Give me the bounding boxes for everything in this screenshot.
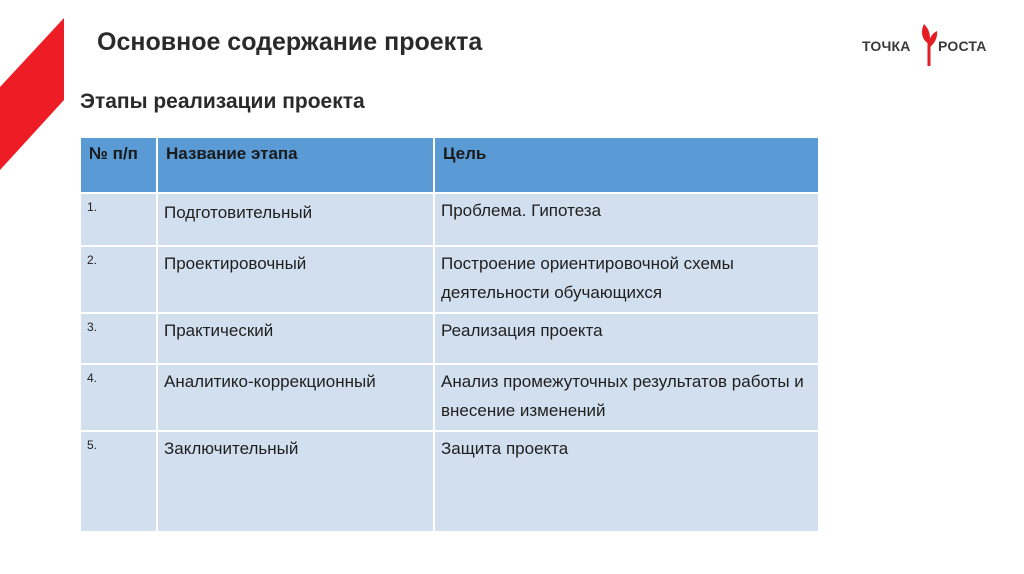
cell-goal: Построение ориентировочной схемы деятельности обучающихся [434,246,819,313]
slide-title: Основное содержание проекта [97,28,483,56]
cell-stage-name: Заключительный [157,431,434,532]
red-corner-decoration [0,0,64,175]
slide-subtitle: Этапы реализации проекта [80,90,365,113]
logo-word-left: ТОЧКА [862,38,911,54]
logo-word-right: РОСТА [938,38,987,54]
sprout-icon [918,22,940,66]
cell-goal: Проблема. Гипотеза [434,193,819,246]
table-header-row [80,137,819,193]
cell-stage-name: Проектировочный [157,246,434,313]
cell-number: 5. [80,431,157,532]
cell-number: 4. [80,364,157,431]
cell-goal: Защита проекта [434,431,819,532]
cell-stage-name: Подготовительный [157,193,434,246]
cell-number: 3. [80,313,157,364]
header-goal: Цель [434,137,819,193]
header-stage-name: Название этапа [157,137,434,193]
cell-stage-name: Практический [157,313,434,364]
stages-table [79,136,820,533]
table-row [80,431,819,532]
cell-number: 1. [80,193,157,246]
header-number: № п/п [80,137,157,193]
table-row [80,313,819,364]
table-row [80,364,819,431]
cell-goal: Реализация проекта [434,313,819,364]
logo [862,20,1002,70]
table-row [80,193,819,246]
cell-number: 2. [80,246,157,313]
cell-stage-name: Аналитико-коррекционный [157,364,434,431]
table-row [80,246,819,313]
cell-goal: Анализ промежуточных результатов работы и внесение изменений [434,364,819,431]
